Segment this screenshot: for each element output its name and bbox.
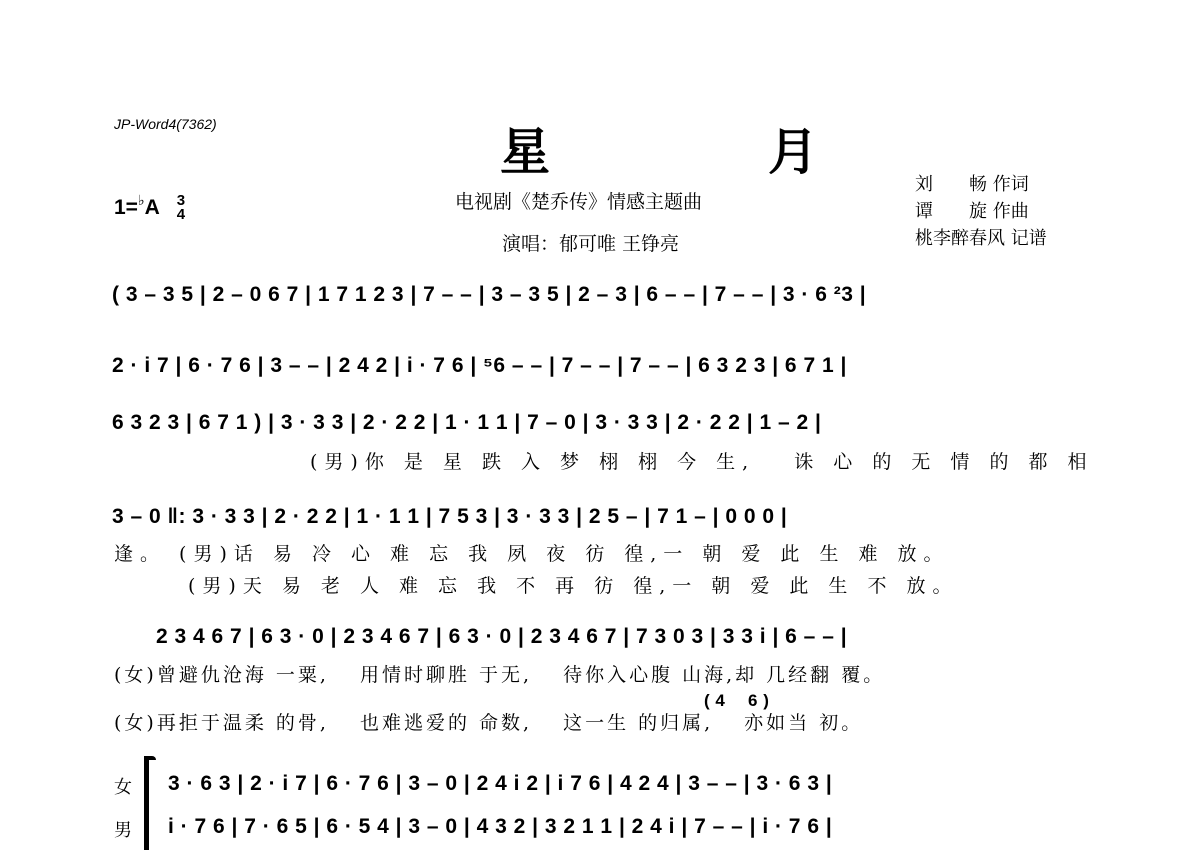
score-line-3: 6 3 2 3 | 6 7 1 ) | 3 · 3 3 | 2 · 2 2 | 1 · 1 1 | 7 – 0 | 3 · 3 3 | 2 · 2 2 | 1 – 2 | (112, 411, 822, 434)
key-signature (114, 192, 185, 222)
key-prefix: 1= (114, 196, 138, 219)
composer-credit: 谭 旋 作曲 (915, 201, 1029, 222)
score-line-5: 2 3 4 6 7 | 6 3 · 0 | 2 3 4 6 7 | 6 3 · 0 | 2 3 4 6 7 | 7 3 0 3 | 3 3 i | 6 – – | (156, 625, 848, 648)
lyric-line-4a: 逢。 (男)话 易 冷 心 难 忘 我 夙 夜 彷 徨,一 朝 爱 此 生 难 放。 (114, 543, 950, 565)
lyric-line-5b: (女)再拒于温柔 的骨, 也难逃爱的 命数, 这一生 的归属, 亦如当 初。 (114, 712, 864, 734)
time-signature-top: 3 (176, 192, 186, 210)
score-line-2: 2 · i 7 | 6 · 7 6 | 3 – – | 2 4 2 | i · 7 6 | ⁵6 – – | 7 – – | 7 – – | 6 3 2 3 | 6 7 1 | (112, 354, 847, 377)
flat-symbol: ♭ (137, 192, 145, 208)
score-line-1: ( 3 – 3 5 | 2 – 0 6 7 | 1 7 1 2 3 | 7 – – | 3 – 3 5 | 2 – 3 | 6 – – | 7 – – | 3 · 6 ²3 | (112, 283, 867, 306)
female-score-line: 3 · 6 3 | 2 · i 7 | 6 · 7 6 | 3 – 0 | 2 4 i 2 | i 7 6 | 4 2 4 | 3 – – | 3 · 6 3 | (168, 772, 833, 795)
software-label: JP-Word4(7362) (114, 116, 217, 132)
lyric-line-4b: (男)天 易 老 人 难 忘 我 不 再 彷 徨,一 朝 爱 此 生 不 放。 (188, 575, 959, 597)
lyricist-credit: 刘 畅 作词 (915, 174, 1029, 195)
transcriber-credit: 桃李醉春风 记谱 (915, 228, 1047, 249)
key-note: A (144, 196, 159, 219)
song-title: 星 月 (500, 122, 902, 181)
score-line-4: 3 – 0 ‖: 3 · 3 3 | 2 · 2 2 | 1 · 1 1 | 7 5 3 | 3 · 3 3 | 2 5 – | 7 1 – | 0 0 0 | (112, 505, 788, 528)
time-signature (177, 194, 185, 222)
male-score-line: i · 7 6 | 7 · 6 5 | 6 · 5 4 | 3 – 0 | 4 3 2 | 3 2 1 1 | 2 4 i | 7 – – | i · 7 6 | (168, 815, 833, 838)
male-part-label: 男 (114, 820, 132, 841)
lyric-line-3: (男)你 是 星 跌 入 梦 栩 栩 今 生, 诛 心 的 无 情 的 都 相 (310, 451, 1094, 473)
system-bracket (144, 758, 149, 850)
alternate-notes: ( 4 6 ) (704, 691, 770, 710)
singers-line: 演唱：郁可唯 王铮亮 (502, 233, 680, 255)
song-subtitle: 电视剧《楚乔传》情感主题曲 (455, 191, 703, 213)
credits-block (915, 171, 1047, 252)
female-part-label: 女 (114, 777, 132, 798)
lyric-line-5a: (女)曾避仇沧海 一粟, 用情时聊胜 于无, 待你入心腹 山海,却 几经翻 覆。 (114, 664, 886, 686)
time-signature-bottom: 4 (176, 206, 186, 224)
